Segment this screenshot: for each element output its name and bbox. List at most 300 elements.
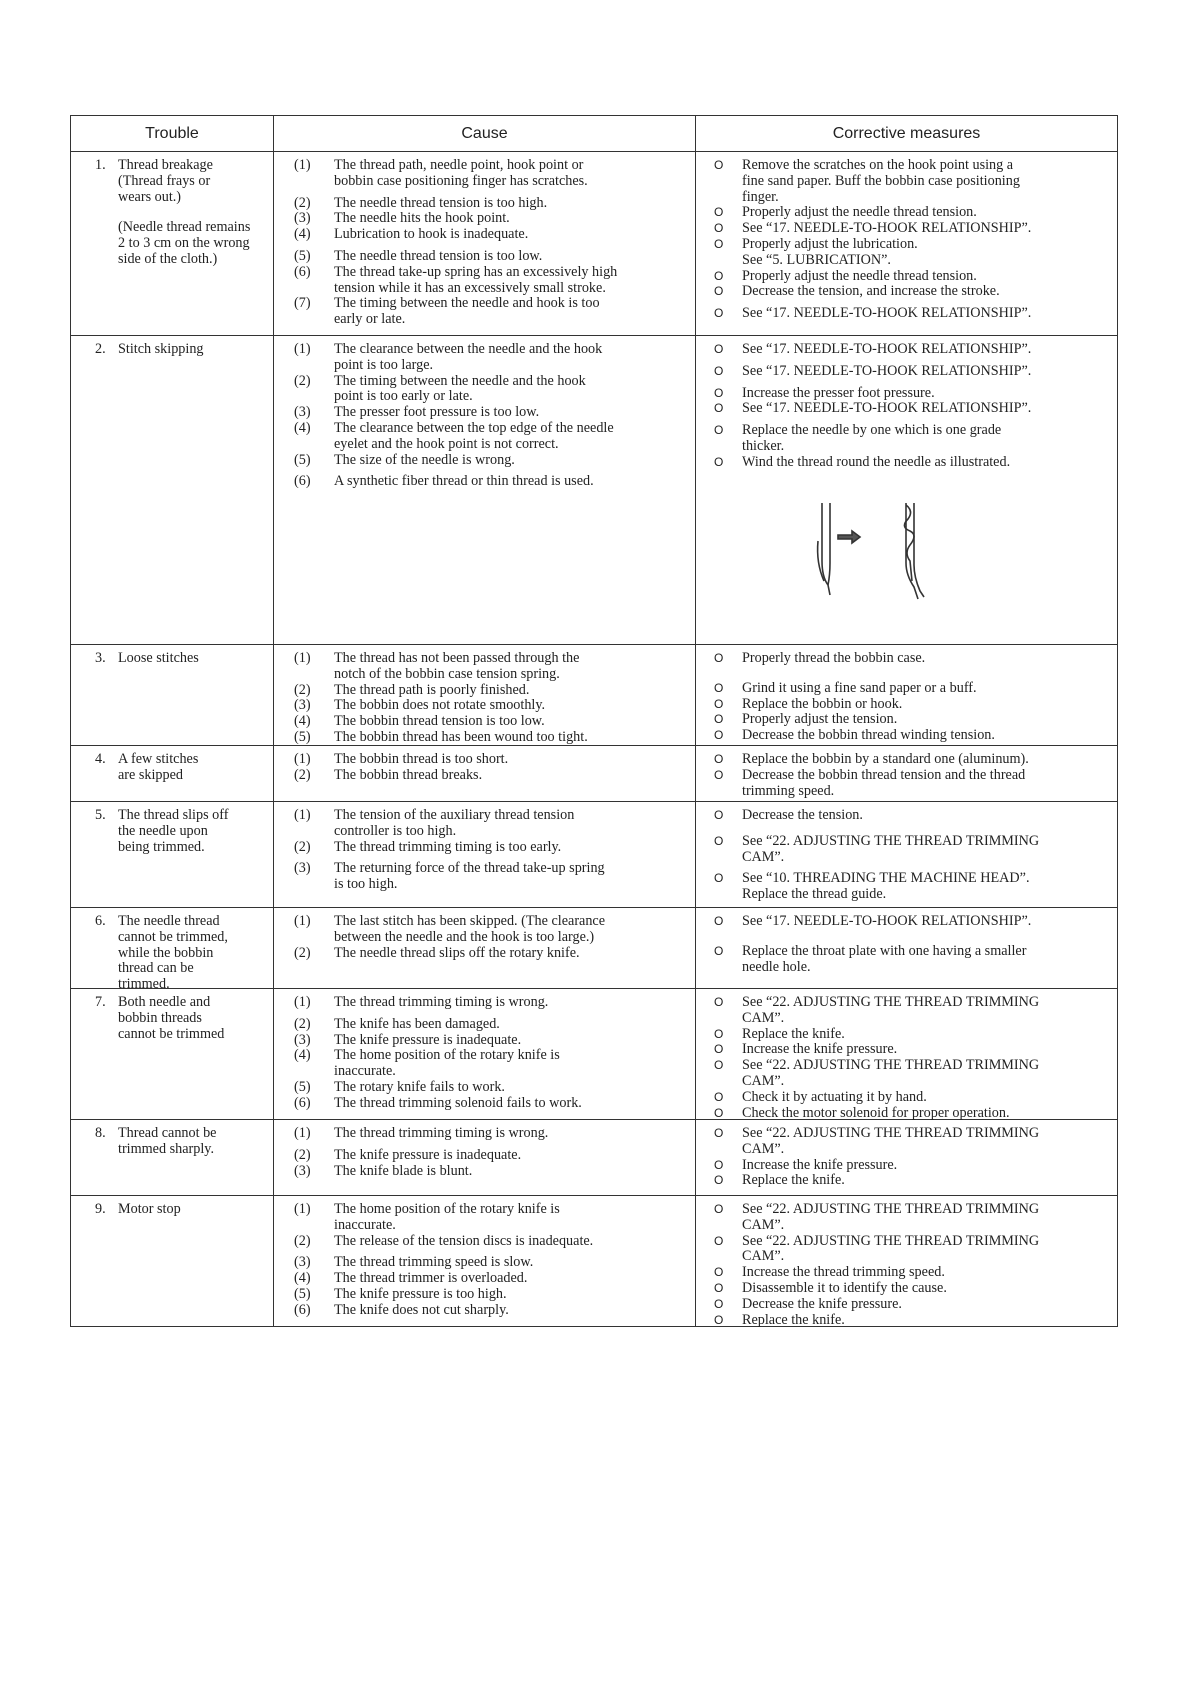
bullet-icon: O — [714, 454, 724, 469]
measure-item — [704, 284, 1109, 300]
trouble-line: A few stitches — [118, 751, 199, 767]
table-row — [71, 645, 1117, 746]
cause-number: (4) — [294, 1047, 311, 1064]
bullet-icon: O — [714, 752, 724, 766]
measure-item — [704, 1158, 1109, 1174]
cause-cell — [274, 645, 696, 745]
measure-line: Remove the scratches on the hook point using a — [742, 157, 1014, 173]
cause-text — [334, 1164, 472, 1180]
cause-line: The thread take-up spring has an excessively high — [334, 263, 618, 280]
cause-number: (1) — [294, 157, 311, 173]
cause-item — [294, 768, 687, 784]
bullet-icon: O — [714, 696, 724, 711]
measure-text — [742, 1158, 1109, 1174]
trouble-line: The thread slips off — [118, 807, 229, 823]
trouble-cell — [71, 645, 274, 745]
measures-cell — [696, 1120, 1117, 1195]
cause-item — [294, 698, 687, 714]
bullet-icon: O — [714, 1312, 724, 1327]
cause-line: The clearance between the top edge of the needle — [334, 419, 614, 436]
cause-text — [334, 752, 508, 768]
trouble-line: trimmed. — [118, 976, 170, 993]
cause-item — [294, 1287, 687, 1303]
trouble-cell — [71, 746, 274, 801]
measure-text — [742, 386, 1109, 402]
measure-line: Replace the thread guide. — [742, 886, 887, 903]
cause-text — [334, 249, 542, 265]
measure-line: See “22. ADJUSTING THE THREAD TRIMMING — [742, 1201, 1040, 1217]
cause-number: (2) — [294, 838, 311, 855]
measure-item — [704, 1202, 1109, 1234]
measure-text — [742, 1126, 1109, 1158]
measure-item — [704, 712, 1109, 728]
bullet-icon: O — [714, 1157, 724, 1172]
cause-text — [334, 1148, 521, 1164]
measure-text — [742, 834, 1109, 866]
cause-item — [294, 840, 687, 856]
cause-item — [294, 1048, 687, 1080]
cause-text — [334, 840, 561, 856]
cause-item — [294, 1271, 687, 1287]
cause-number: (2) — [294, 1146, 311, 1163]
cause-line: controller is too high. — [334, 822, 457, 839]
bullet-icon: O — [714, 943, 724, 958]
measure-text — [742, 728, 1109, 744]
measure-line: See “17. NEEDLE-TO-HOOK RELATIONSHIP”. — [742, 362, 1032, 379]
measure-line: See “17. NEEDLE-TO-HOOK RELATIONSHIP”. — [742, 305, 1032, 322]
cause-line: bobbin case positioning finger has scratches. — [334, 172, 588, 189]
cause-line: The thread has not been passed through the — [334, 650, 580, 666]
measure-item — [704, 1281, 1109, 1297]
measure-line: Wind the thread round the needle as illustrated. — [742, 453, 1011, 470]
cause-line: inaccurate. — [334, 1063, 396, 1080]
table-header — [71, 116, 1117, 152]
measures-cell — [696, 152, 1117, 335]
measure-item — [704, 1173, 1109, 1189]
measure-text — [742, 455, 1109, 471]
cause-number: (6) — [294, 1301, 311, 1318]
measure-line: Properly adjust the lubrication. — [742, 235, 918, 252]
trouble-line: bobbin threads — [118, 1009, 202, 1026]
trouble-line: Stitch skipping — [118, 341, 204, 357]
measure-item — [704, 1058, 1109, 1090]
cause-text — [334, 698, 545, 714]
trouble-text — [118, 808, 228, 855]
measure-line: Grind it using a fine sand paper or a buff. — [742, 679, 977, 696]
cause-line: The knife blade is blunt. — [334, 1162, 473, 1179]
measure-line: CAM”. — [742, 1072, 785, 1089]
trouble-number: 2. — [95, 341, 106, 357]
cause-number: (6) — [294, 1094, 311, 1111]
cause-line: The needle hits the hook point. — [334, 210, 510, 227]
measures-cell — [696, 645, 1117, 745]
trouble-line: while the bobbin — [118, 944, 214, 961]
measure-text — [742, 205, 1109, 221]
cause-line: The knife has been damaged. — [334, 1015, 500, 1032]
cause-line: The size of the needle is wrong. — [334, 451, 515, 468]
measure-text — [742, 712, 1109, 728]
measure-line: See “22. ADJUSTING THE THREAD TRIMMING — [742, 1125, 1040, 1141]
cause-text — [334, 861, 605, 893]
bullet-icon: O — [714, 1173, 724, 1188]
cause-text — [334, 1048, 560, 1080]
cause-text — [334, 914, 605, 946]
measure-text — [742, 681, 1109, 697]
cause-text — [334, 995, 548, 1011]
cause-number: (4) — [294, 226, 311, 243]
cause-item — [294, 474, 687, 490]
measures-cell — [696, 989, 1117, 1119]
cause-item — [294, 1096, 687, 1112]
cause-number: (4) — [294, 419, 311, 436]
cause-item — [294, 1033, 687, 1049]
trouble-entry — [79, 1202, 265, 1218]
header-cause: Cause — [274, 116, 696, 151]
measure-line: Decrease the tension. — [742, 807, 863, 823]
measure-line: fine sand paper. Buff the bobbin case positioning — [742, 172, 1020, 189]
cause-number: (3) — [294, 210, 311, 227]
cause-line: The thread path is poorly finished. — [334, 681, 530, 698]
measure-line: Disassemble it to identify the cause. — [742, 1279, 947, 1296]
measure-text — [742, 1058, 1109, 1090]
cause-cell — [274, 1196, 696, 1326]
cause-line: is too high. — [334, 876, 398, 893]
trouble-text — [118, 914, 228, 993]
trouble-number: 1. — [95, 157, 106, 173]
measure-line: Increase the knife pressure. — [742, 1041, 898, 1058]
table-row — [71, 746, 1117, 802]
cause-line: The thread path, needle point, hook point or — [334, 157, 584, 173]
cause-line: The knife pressure is inadequate. — [334, 1146, 522, 1163]
measure-item — [704, 205, 1109, 221]
trouble-line: wears out.) — [118, 188, 182, 205]
cause-line: between the needle and the hook is too large.) — [334, 928, 595, 945]
cause-item — [294, 265, 687, 297]
bullet-icon: O — [714, 833, 724, 848]
cause-line: The last stitch has been skipped. (The clearance — [334, 913, 606, 929]
cause-line: The bobbin does not rotate smoothly. — [334, 697, 546, 714]
measure-text — [742, 944, 1109, 976]
cause-number: (5) — [294, 247, 311, 264]
cause-number: (4) — [294, 1270, 311, 1287]
cause-item — [294, 405, 687, 421]
table-row — [71, 908, 1117, 993]
bullet-icon: O — [714, 205, 724, 220]
cause-line: The thread trimming timing is wrong. — [334, 1125, 549, 1141]
cause-line: The clearance between the needle and the hook — [334, 341, 603, 357]
cause-line: The timing between the needle and hook is too — [334, 295, 600, 312]
cause-number: (3) — [294, 1031, 311, 1048]
cause-item — [294, 1234, 687, 1250]
measure-item — [704, 1106, 1109, 1122]
measure-item — [704, 1297, 1109, 1313]
trouble-note-line: 2 to 3 cm on the wrong — [118, 235, 250, 252]
measure-line: Replace the knife. — [742, 1025, 845, 1042]
trouble-line: the needle upon — [118, 822, 208, 839]
measure-text — [742, 1234, 1109, 1266]
trouble-number: 9. — [95, 1201, 106, 1217]
bullet-icon: O — [714, 1126, 724, 1140]
trouble-cell — [71, 989, 274, 1119]
cause-item — [294, 196, 687, 212]
measure-item — [704, 1027, 1109, 1043]
trouble-line: cannot be trimmed, — [118, 928, 228, 945]
measure-line: See “22. ADJUSTING THE THREAD TRIMMING — [742, 1232, 1040, 1249]
measure-text — [742, 1265, 1109, 1281]
bullet-icon: O — [714, 1233, 724, 1248]
cause-line: The bobbin thread has been wound too tight. — [334, 728, 588, 745]
measure-text — [742, 1090, 1109, 1106]
trouble-entry — [79, 808, 265, 855]
cause-number: (2) — [294, 681, 311, 698]
cause-cell — [274, 989, 696, 1119]
cause-line: The thread trimming timing is wrong. — [334, 994, 549, 1010]
cause-line: point is too large. — [334, 356, 434, 373]
cause-line: The needle thread slips off the rotary knife. — [334, 944, 580, 961]
cause-number: (6) — [294, 263, 311, 280]
measure-text — [742, 914, 1109, 930]
measure-item — [704, 697, 1109, 713]
measure-line: Replace the bobbin by a standard one (aluminum). — [742, 751, 1029, 767]
measure-item — [704, 1234, 1109, 1266]
trouble-entry — [79, 914, 265, 993]
measures-cell — [696, 1196, 1117, 1326]
measure-line: See “17. NEEDLE-TO-HOOK RELATIONSHIP”. — [742, 913, 1032, 929]
needle-left-inner — [828, 503, 830, 585]
trouble-cell — [71, 908, 274, 993]
header-corrective-measures: Corrective measures — [832, 124, 981, 142]
cause-number: (1) — [294, 1201, 311, 1217]
cause-item — [294, 1202, 687, 1234]
trouble-line: Both needle and — [118, 994, 211, 1010]
bullet-icon: O — [714, 1058, 724, 1073]
cause-text — [334, 651, 579, 683]
cause-number: (1) — [294, 341, 311, 357]
measure-item — [704, 1090, 1109, 1106]
trouble-note-line: (Needle thread remains — [118, 219, 251, 236]
cause-item — [294, 211, 687, 227]
measure-item — [704, 1042, 1109, 1058]
bullet-icon: O — [714, 1265, 724, 1280]
trouble-text — [118, 158, 250, 268]
measure-line: CAM”. — [742, 1140, 785, 1157]
cause-text — [334, 453, 515, 469]
trouble-line: trimmed sharply. — [118, 1140, 215, 1157]
measure-line: Increase the thread trimming speed. — [742, 1264, 945, 1281]
cause-line: The bobbin thread tension is too low. — [334, 713, 545, 730]
cause-text — [334, 730, 588, 746]
cause-text — [334, 768, 482, 784]
cause-number: (3) — [294, 697, 311, 714]
measure-text — [742, 423, 1109, 455]
cause-item — [294, 752, 687, 768]
trouble-entry — [79, 342, 265, 358]
measure-item — [704, 995, 1109, 1027]
measure-text — [742, 284, 1109, 300]
bullet-icon: O — [714, 871, 724, 886]
cause-line: The thread trimming speed is slow. — [334, 1254, 534, 1271]
bullet-icon: O — [714, 914, 724, 928]
measure-line: See “22. ADJUSTING THE THREAD TRIMMING — [742, 832, 1040, 849]
cause-number: (3) — [294, 1162, 311, 1179]
trouble-line: (Thread frays or — [118, 172, 211, 189]
needle-thread-illustration — [814, 501, 944, 601]
cause-text — [334, 265, 617, 297]
bullet-icon: O — [714, 808, 724, 822]
measure-text — [742, 1106, 1109, 1122]
measure-line: See “10. THREADING THE MACHINE HEAD”. — [742, 870, 1030, 887]
cause-number: (2) — [294, 766, 311, 783]
cause-line: The presser foot pressure is too low. — [334, 404, 540, 421]
trouble-line: cannot be trimmed — [118, 1025, 225, 1042]
trouble-text — [118, 1126, 216, 1158]
bullet-icon: O — [714, 158, 724, 172]
trouble-cell — [71, 336, 274, 644]
measure-text — [742, 871, 1109, 903]
table-row — [71, 1196, 1117, 1326]
bullet-icon: O — [714, 651, 724, 665]
cause-line: The thread trimmer is overloaded. — [334, 1270, 528, 1287]
trouble-text — [118, 995, 224, 1042]
cause-text — [334, 1303, 509, 1319]
trouble-number: 7. — [95, 994, 106, 1010]
trouble-number: 8. — [95, 1125, 106, 1141]
trouble-text — [118, 1202, 181, 1218]
cause-number: (4) — [294, 713, 311, 730]
measure-text — [742, 1042, 1109, 1058]
bullet-icon: O — [714, 221, 724, 236]
bullet-icon: O — [714, 1202, 724, 1216]
measure-item — [704, 728, 1109, 744]
cause-text — [334, 296, 600, 328]
trouble-text — [118, 342, 204, 358]
measure-text — [742, 306, 1109, 322]
measure-item — [704, 752, 1109, 768]
cause-item — [294, 374, 687, 406]
cause-text — [334, 1271, 527, 1287]
table-row — [71, 1120, 1117, 1196]
cause-item — [294, 808, 687, 840]
cause-line: The thread trimming solenoid fails to work. — [334, 1094, 582, 1111]
trouble-number: 3. — [95, 650, 106, 666]
bullet-icon: O — [714, 236, 724, 251]
trouble-line: thread can be — [118, 960, 194, 977]
cause-item — [294, 683, 687, 699]
cause-item — [294, 651, 687, 683]
measure-text — [742, 1281, 1109, 1297]
measure-item — [704, 221, 1109, 237]
cause-text — [334, 1126, 548, 1142]
cause-line: The returning force of the thread take-up spring — [334, 860, 605, 877]
bullet-icon: O — [714, 423, 724, 438]
cause-number: (5) — [294, 1078, 311, 1095]
bullet-icon: O — [714, 1280, 724, 1295]
measure-line: Decrease the tension, and increase the stroke. — [742, 283, 1000, 300]
measure-line: Replace the bobbin or hook. — [742, 695, 903, 712]
cause-number: (1) — [294, 751, 311, 767]
cause-item — [294, 946, 687, 962]
measures-cell — [696, 746, 1117, 801]
measure-line: CAM”. — [742, 1009, 785, 1026]
measure-line: Properly adjust the needle thread tension. — [742, 204, 977, 221]
cause-line: The thread trimming timing is too early. — [334, 838, 562, 855]
measure-text — [742, 697, 1109, 713]
measure-line: See “22. ADJUSTING THE THREAD TRIMMING — [742, 994, 1040, 1010]
cause-text — [334, 158, 588, 190]
measure-line: Check the motor solenoid for proper operation. — [742, 1104, 1010, 1121]
trouble-cell — [71, 802, 274, 907]
cause-line: The bobbin thread is too short. — [334, 751, 509, 767]
measure-item — [704, 158, 1109, 205]
cause-text — [334, 211, 510, 227]
measure-text — [742, 221, 1109, 237]
cause-number: (1) — [294, 994, 311, 1010]
cause-text — [334, 946, 580, 962]
bullet-icon: O — [714, 1026, 724, 1041]
cause-text — [334, 1017, 500, 1033]
table-body — [71, 152, 1117, 1326]
table-row — [71, 336, 1117, 645]
table-row — [71, 989, 1117, 1120]
bullet-icon: O — [714, 712, 724, 727]
cause-line: The rotary knife fails to work. — [334, 1078, 505, 1095]
measure-line: CAM”. — [742, 1216, 785, 1233]
bullet-icon: O — [714, 401, 724, 416]
cause-item — [294, 453, 687, 469]
trouble-line: The needle thread — [118, 913, 220, 929]
cause-text — [334, 342, 602, 374]
measure-text — [742, 1313, 1109, 1329]
measure-line: Decrease the bobbin thread tension and the thread — [742, 766, 1026, 783]
cause-item — [294, 1255, 687, 1271]
cause-item — [294, 1148, 687, 1164]
cause-line: The bobbin thread breaks. — [334, 766, 483, 783]
cause-text — [334, 474, 594, 490]
trouble-entry — [79, 158, 265, 268]
measure-text — [742, 237, 1109, 269]
measure-line: thicker. — [742, 437, 785, 454]
measure-line: Replace the knife. — [742, 1172, 845, 1189]
measure-item — [704, 1265, 1109, 1281]
bullet-icon: O — [714, 342, 724, 356]
cause-text — [334, 808, 574, 840]
cause-item — [294, 1126, 687, 1142]
bullet-icon: O — [714, 268, 724, 283]
trouble-entry — [79, 651, 265, 667]
trouble-cell — [71, 1120, 274, 1195]
cause-line: The tension of the auxiliary thread tension — [334, 807, 575, 823]
measure-item — [704, 306, 1109, 322]
measure-text — [742, 1297, 1109, 1313]
trouble-note-line: side of the cloth.) — [118, 250, 218, 267]
measure-item — [704, 269, 1109, 285]
cause-item — [294, 158, 687, 190]
bullet-icon: O — [714, 363, 724, 378]
trouble-line: Thread cannot be — [118, 1125, 217, 1141]
cause-text — [334, 1255, 533, 1271]
trouble-entry — [79, 995, 265, 1042]
cause-number: (3) — [294, 1254, 311, 1271]
bullet-icon: O — [714, 1105, 724, 1120]
cause-line: The home position of the rotary knife is — [334, 1201, 560, 1217]
measure-item — [704, 386, 1109, 402]
cause-text — [334, 1287, 507, 1303]
bullet-icon: O — [714, 284, 724, 299]
cause-number: (2) — [294, 1015, 311, 1032]
measures-cell — [696, 802, 1117, 907]
cause-cell — [274, 1120, 696, 1195]
cause-line: inaccurate. — [334, 1216, 396, 1233]
